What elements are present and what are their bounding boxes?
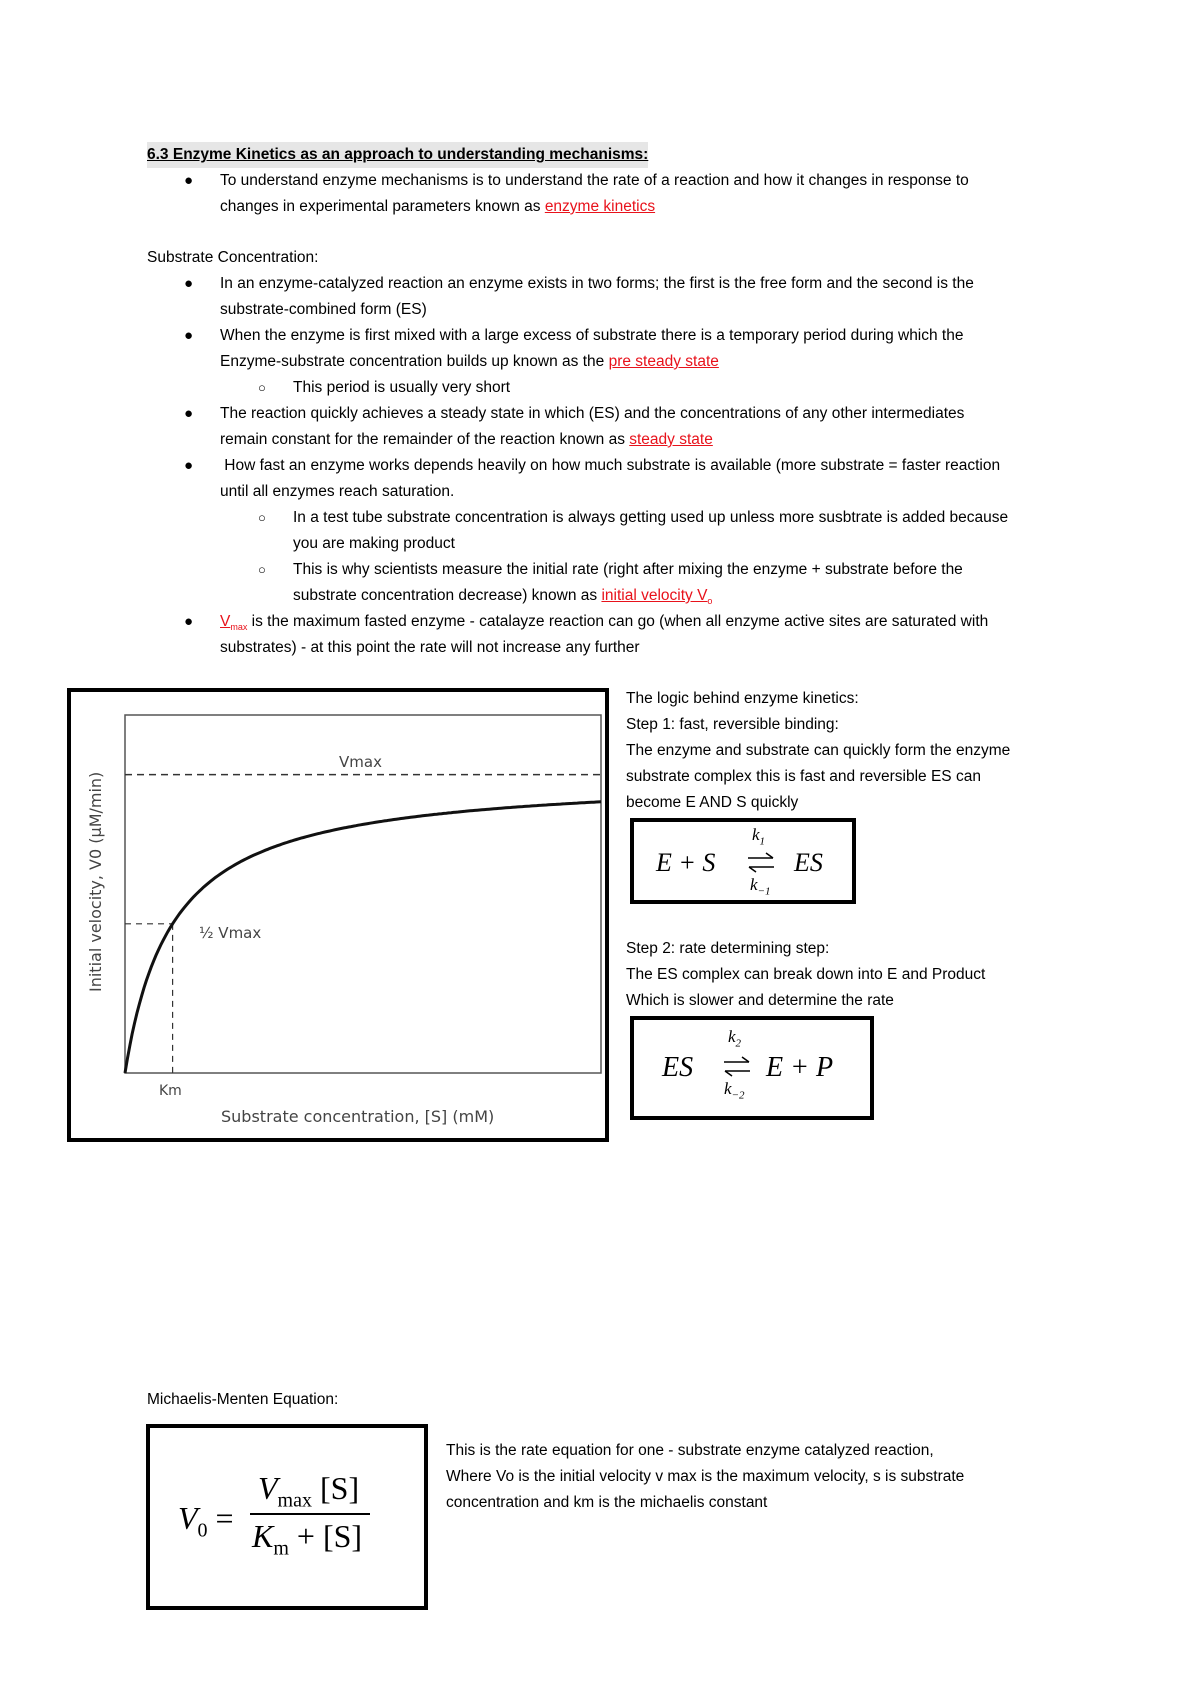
eq1-right: ES: [794, 848, 823, 877]
bullet-icon: ●: [184, 275, 194, 292]
term-initial-velocity-sub: o: [707, 596, 713, 607]
equation-1-box: [630, 818, 856, 904]
bullet-3-line-1: The reaction quickly achieves a steady state in which (ES) and the concentrations of any other intermediates: [220, 405, 965, 422]
term-initial-velocity: [601, 587, 713, 607]
eq2-k-bot: [724, 1080, 744, 1104]
step1-line-1: The enzyme and substrate can quickly form the enzyme: [626, 742, 1011, 759]
mm-desc-line-2: Where Vo is the initial velocity v max is the maximum velocity, s is substrate: [446, 1468, 965, 1485]
bullet-5-text: is the maximum fasted enzyme - catalayze reaction can go (when all enzyme active sites are saturated with: [247, 613, 989, 630]
x-axis-label: Substrate concentration, [S] (mM): [221, 1107, 495, 1126]
bullet-4-sub-1-line-1: In a test tube substrate concentration is always getting used up unless more susbtrate is added because: [293, 509, 1009, 526]
eq2-left: ES: [662, 1052, 694, 1083]
mm-lhs-v: V: [178, 1500, 198, 1536]
substrate-heading: Substrate Concentration:: [147, 249, 319, 266]
term-pre-steady-state: pre steady state: [608, 353, 719, 370]
eq1-k-bot-sub: −1: [757, 885, 771, 898]
bullet-icon: ●: [184, 405, 194, 422]
mm-num-sub: max: [277, 1489, 312, 1512]
bullet-4-line-1: How fast an enzyme works depends heavily on how much substrate is available (more substrate = faster reaction: [220, 457, 1001, 474]
bullet-2-text: Enzyme-substrate concentration builds up known as the: [220, 353, 609, 370]
bullet-2-line-2: [220, 349, 719, 375]
bullet-2-line-1: When the enzyme is first mixed with a large excess of substrate there is a temporary period during which the: [220, 327, 964, 344]
intro-line-2: [220, 194, 655, 220]
eq1-k-top-text: k: [752, 825, 760, 844]
eq2-k-bot-text: k: [724, 1079, 732, 1098]
mm-den-sub: m: [273, 1537, 289, 1560]
mm-fraction-bar: [250, 1513, 370, 1515]
term-vmax-text: V: [220, 613, 231, 630]
eq2-k-top: [728, 1028, 741, 1052]
mm-lhs-sub: 0: [197, 1519, 208, 1542]
logic-heading: The logic behind enzyme kinetics:: [626, 690, 859, 707]
bullet-icon: ●: [184, 327, 194, 344]
half-vmax-label: ½ Vmax: [199, 924, 262, 942]
bullet-icon: ●: [184, 457, 194, 474]
y-axis-label: Initial velocity, V0 (μM/min): [86, 771, 105, 992]
eq2-k-top-text: k: [728, 1027, 736, 1046]
section-title: 6.3 Enzyme Kinetics as an approach to understanding mechanisms:: [147, 142, 648, 168]
bullet-icon: ●: [184, 172, 194, 189]
eq1-left: E + S: [656, 848, 716, 877]
bullet-4-sub-2-line-1: This is why scientists measure the initial rate (right after mixing the enzyme + substrate before the: [293, 561, 963, 578]
term-initial-velocity-text: initial velocity V: [601, 587, 708, 604]
eq1-k-bot: [750, 876, 770, 900]
km-label: Km: [159, 1083, 182, 1099]
step2-title: Step 2: rate determining step:: [626, 940, 830, 957]
chart-frame: [67, 688, 609, 1142]
bullet-1-line-1: In an enzyme-catalyzed reaction an enzyme exists in two forms; the first is the free form and the second is the: [220, 275, 974, 292]
mm-num-v: V: [258, 1470, 278, 1506]
mm-num-s: [S]: [319, 1470, 360, 1506]
mm-lhs: $V_0$ =: [178, 1500, 234, 1542]
sub-bullet-icon: ○: [258, 510, 266, 525]
mm-equation-box: [146, 1424, 428, 1610]
intro-line-1: To understand enzyme mechanisms is to understand the rate of a reaction and how it changes in response to: [220, 172, 969, 189]
bullet-icon: ●: [184, 613, 194, 630]
michaelis-menten-chart: [71, 692, 605, 1138]
bullet-5-line-2: substrates) - at this point the rate will not increase any further: [220, 639, 640, 656]
mm-denominator: [252, 1518, 362, 1566]
bullet-3-line-2: [220, 427, 713, 453]
eq1-k-top: [752, 826, 765, 850]
sub-bullet-icon: ○: [258, 562, 266, 577]
mm-den-rest: + [S]: [296, 1518, 363, 1554]
intro-text: changes in experimental parameters known as: [220, 198, 545, 215]
vmax-label: Vmax: [339, 753, 382, 771]
bullet-3-text: remain constant for the remainder of the reaction known as: [220, 431, 630, 448]
bullet-4-sub-1-line-2: you are making product: [293, 535, 455, 552]
bullet-2-sub: This period is usually very short: [293, 379, 511, 396]
eq2-k-top-sub: 2: [735, 1037, 742, 1050]
step2-line-2: Which is slower and determine the rate: [626, 992, 894, 1009]
mm-heading: Michaelis-Menten Equation:: [147, 1391, 339, 1408]
bullet-1-line-2: substrate-combined form (ES): [220, 301, 427, 318]
step1-title: Step 1: fast, reversible binding:: [626, 716, 839, 733]
term-steady-state: steady state: [629, 431, 713, 448]
equation-2-box: [630, 1016, 874, 1120]
step1-line-2: substrate complex this is fast and reversible ES can: [626, 768, 981, 785]
reversible-arrow-icon: [746, 852, 776, 874]
reversible-arrow-icon: [722, 1056, 752, 1078]
mm-desc-line-1: This is the rate equation for one - substrate enzyme catalyzed reaction,: [446, 1442, 934, 1459]
term-vmax: [220, 613, 248, 633]
sub-bullet-icon: ○: [258, 380, 266, 395]
mm-desc-line-3: concentration and km is the michaelis constant: [446, 1494, 768, 1511]
step1-line-3: become E AND S quickly: [626, 794, 799, 811]
term-enzyme-kinetics: enzyme kinetics: [544, 198, 656, 215]
bullet-4-sub-2-text: substrate concentration decrease) known as: [293, 587, 602, 604]
mm-numerator: [258, 1470, 359, 1518]
eq1-k-top-sub: 1: [759, 835, 766, 848]
mm-den-k: K: [252, 1518, 274, 1554]
bullet-4-line-2: until all enzymes reach saturation.: [220, 483, 455, 500]
mm-curve: [125, 802, 601, 1073]
term-vmax-sub: max: [230, 622, 248, 633]
eq2-k-bot-sub: −2: [731, 1089, 745, 1102]
eq2-right: E + P: [766, 1052, 834, 1083]
step2-line-1: The ES complex can break down into E and Product: [626, 966, 986, 983]
eq1-k-bot-text: k: [750, 875, 758, 894]
